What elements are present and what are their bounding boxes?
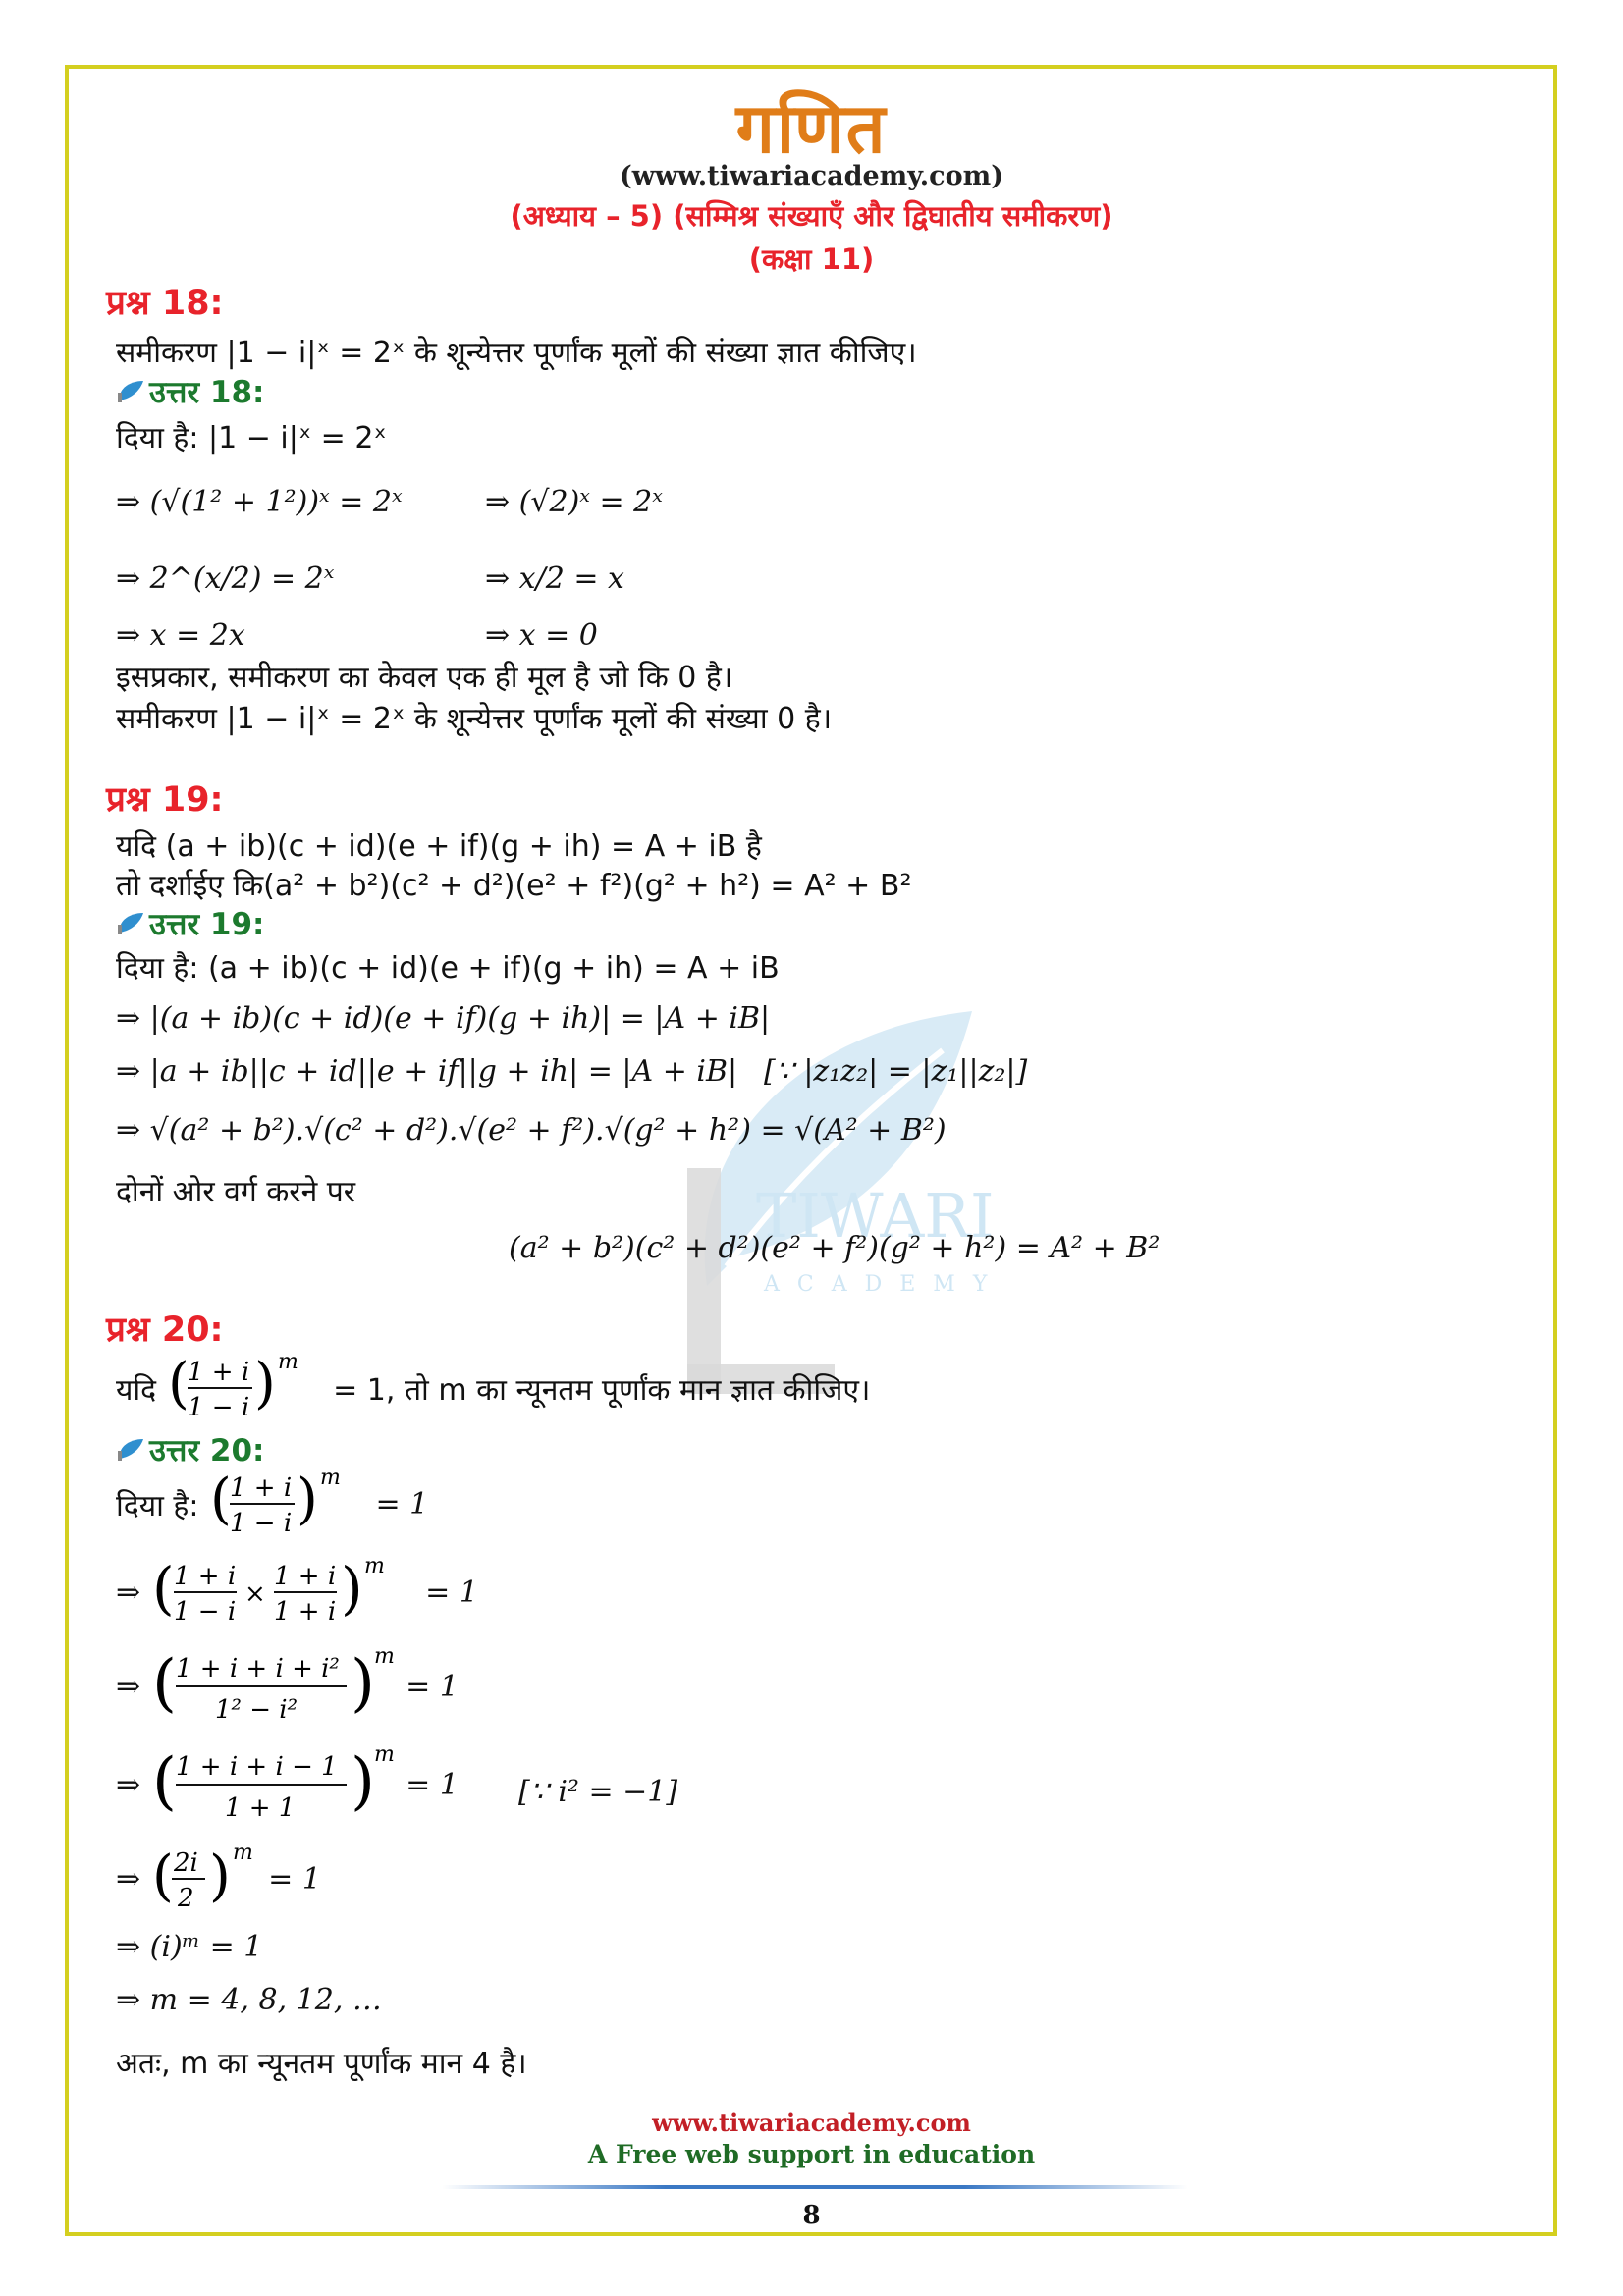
q20-step4-rhs: = 1	[268, 1861, 321, 1896]
svg-text:1 + i: 1 + i	[274, 1597, 337, 1627]
q20-given-fraction	[208, 1467, 365, 1541]
svg-text:): )	[254, 1352, 276, 1415]
q20-step2-expr	[150, 1645, 396, 1728]
svg-text:(: (	[210, 1468, 233, 1531]
q19-given: दिया है: (a + ib)(c + id)(e + if)(g + ih) = A + iB	[116, 951, 780, 986]
class-label: (कक्षा 11)	[748, 242, 875, 276]
q19-heading: प्रश्न 19:	[106, 780, 224, 820]
q19-step1: ⇒ |(a + ib)(c + id)(e + if)(g + ih)| = |A + iB|	[116, 1001, 771, 1036]
svg-text:): )	[351, 1647, 376, 1720]
q20-step4: ⇒ ( 2i 2 ) m = 1	[116, 1842, 321, 1916]
q20-text-pre: यदि	[116, 1372, 157, 1408]
q20-step3-note: [∵ i² = −1]	[518, 1775, 678, 1809]
q20-conclusion: अतः, m का न्यूनतम पूर्णांक मान 4 है।	[116, 2047, 527, 2081]
svg-text:(: (	[168, 1352, 189, 1415]
q20-step3-rhs: = 1	[406, 1767, 459, 1802]
svg-text:m: m	[278, 1351, 298, 1374]
q19-step5: (a² + b²)(c² + d²)(e² + f²)(g² + h²) = A² + B²	[509, 1231, 1161, 1265]
svg-text:1 − i: 1 − i	[188, 1393, 250, 1422]
q19-step3: ⇒ √(a² + b²).√(c² + d²).√(e² + f²).√(g² + h²) = √(A² + B²)	[116, 1113, 947, 1148]
svg-text:): )	[341, 1555, 363, 1622]
svg-text:1 − i: 1 − i	[230, 1509, 293, 1538]
q20-step2: ⇒ ( 1 + i + i + i² 1² − i² ) m = 1	[116, 1645, 459, 1728]
q18-step2a: ⇒ 2^(x/2) = 2ˣ	[116, 561, 335, 596]
footer-url[interactable]: www.tiwariacademy.com	[652, 2109, 971, 2137]
q20-fraction-power	[166, 1351, 323, 1425]
q18-step1a: ⇒ (√(1² + 1²))ˣ = 2ˣ	[116, 485, 403, 519]
svg-text:1 + i: 1 + i	[230, 1473, 293, 1503]
svg-text:m: m	[233, 1842, 254, 1865]
svg-text:m: m	[374, 1645, 396, 1669]
q20-given	[116, 1467, 428, 1541]
svg-text:1 + i: 1 + i	[174, 1562, 237, 1591]
q20-step3-expr	[150, 1743, 396, 1826]
q20-step4-expr	[150, 1842, 258, 1916]
q18-step3a: ⇒ x = 2x	[116, 618, 245, 653]
q19-answer-label: उत्तर 19:	[149, 907, 265, 942]
q20-step1-expr	[150, 1555, 415, 1629]
q20-given-rhs: = 1	[375, 1486, 429, 1522]
svg-text:(: (	[152, 1555, 175, 1622]
svg-text:(: (	[152, 1844, 174, 1908]
q18-conclusion2: समीकरण |1 − i|ˣ = 2ˣ के शून्येत्तर पूर्णांक मूलों की संख्या 0 है।	[116, 702, 833, 736]
svg-text:2i: 2i	[174, 1848, 198, 1878]
q18-heading: प्रश्न 18:	[106, 284, 224, 323]
q20-step5: ⇒ (i)ᵐ = 1	[116, 1930, 263, 1964]
tiwari-logo-icon	[116, 1437, 145, 1463]
svg-text:1 + i: 1 + i	[274, 1562, 337, 1591]
svg-text:1² − i²: 1² − i²	[215, 1695, 298, 1725]
q20-step1-rhs: = 1	[425, 1575, 478, 1610]
svg-text:): )	[297, 1468, 319, 1531]
svg-text:): )	[351, 1745, 376, 1818]
chapter-heading: (अध्याय – 5) (सम्मिश्र संख्याएँ और द्विघातीय समीकरण)	[510, 199, 1113, 233]
svg-text:m: m	[364, 1555, 386, 1578]
q18-given: दिया है: |1 − i|ˣ = 2ˣ	[116, 421, 387, 455]
svg-text:1 − i: 1 − i	[174, 1597, 237, 1627]
svg-text:(: (	[152, 1647, 178, 1720]
svg-text:1 + i + i + i²: 1 + i + i + i²	[176, 1654, 340, 1683]
q19-step2: ⇒ |a + ib||c + id||e + if||g + ih| = |A + iB|	[116, 1054, 738, 1089]
svg-text:m: m	[374, 1743, 396, 1767]
tiwari-logo-icon	[116, 911, 145, 936]
q20-step1: ⇒ ( 1 + i 1 − i × 1 + i 1 + i ) m = 1	[116, 1555, 478, 1629]
q18-step1b: ⇒ (√2)ˣ = 2ˣ	[485, 485, 663, 519]
q19-step2-note: [∵ |z₁z₂| = |z₁||z₂|]	[764, 1054, 1028, 1089]
watermark-sub: ACADEMY	[764, 1272, 1005, 1297]
q19-step4: दोनों ओर वर्ग करने पर	[116, 1175, 356, 1209]
q20-question	[116, 1351, 870, 1425]
svg-text:×: ×	[244, 1579, 266, 1609]
q18-step2b: ⇒ x/2 = x	[485, 561, 624, 596]
q20-step3: ⇒ ( 1 + i + i − 1 1 + 1 ) m = 1	[116, 1743, 459, 1826]
q20-answer-label: उत्तर 20:	[149, 1433, 265, 1468]
page-number: 8	[802, 2201, 821, 2230]
q20-answer-heading	[116, 1429, 264, 1470]
q20-text-post: = 1, तो m का न्यूनतम पूर्णांक मान ज्ञात कीजिए।	[333, 1372, 871, 1408]
q19-answer-heading	[116, 903, 264, 944]
q20-heading: प्रश्न 20:	[106, 1310, 224, 1350]
q18-step3b: ⇒ x = 0	[485, 618, 598, 653]
svg-text:1 + i: 1 + i	[188, 1358, 250, 1387]
svg-text:): )	[209, 1844, 231, 1908]
svg-text:m: m	[320, 1467, 342, 1490]
footer-divider	[442, 2185, 1188, 2189]
q18-conclusion1: इसप्रकार, समीकरण का केवल एक ही मूल है जो कि 0 है।	[116, 661, 733, 695]
website-url: (www.tiwariacademy.com)	[620, 161, 1003, 191]
q19-text2: तो दर्शाईए कि(a² + b²)(c² + d²)(e² + f²)(g² + h²) = A² + B²	[116, 869, 912, 903]
q19-text1: यदि (a + ib)(c + id)(e + if)(g + ih) = A + iB है	[116, 829, 762, 864]
q18-text: समीकरण |1 − i|ˣ = 2ˣ के शून्येत्तर पूर्णांक मूलों की संख्या ज्ञात कीजिए।	[116, 336, 917, 370]
q20-step6: ⇒ m = 4, 8, 12, …	[116, 1983, 382, 2017]
watermark-brand: TIWARI	[756, 1180, 995, 1252]
page-title: गणित	[735, 88, 888, 169]
svg-text:(: (	[152, 1745, 178, 1818]
tiwari-logo-icon	[116, 379, 145, 404]
svg-text:2: 2	[178, 1884, 194, 1913]
q18-answer-label: उत्तर 18:	[149, 375, 265, 410]
footer-tagline: A Free web support in education	[587, 2140, 1036, 2168]
svg-text:1 + 1: 1 + 1	[225, 1793, 296, 1823]
q18-answer-heading	[116, 371, 264, 412]
q20-step2-rhs: = 1	[406, 1669, 459, 1704]
svg-text:1 + i + i − 1: 1 + i + i − 1	[176, 1752, 338, 1782]
q20-given-pre: दिया है:	[116, 1488, 199, 1523]
